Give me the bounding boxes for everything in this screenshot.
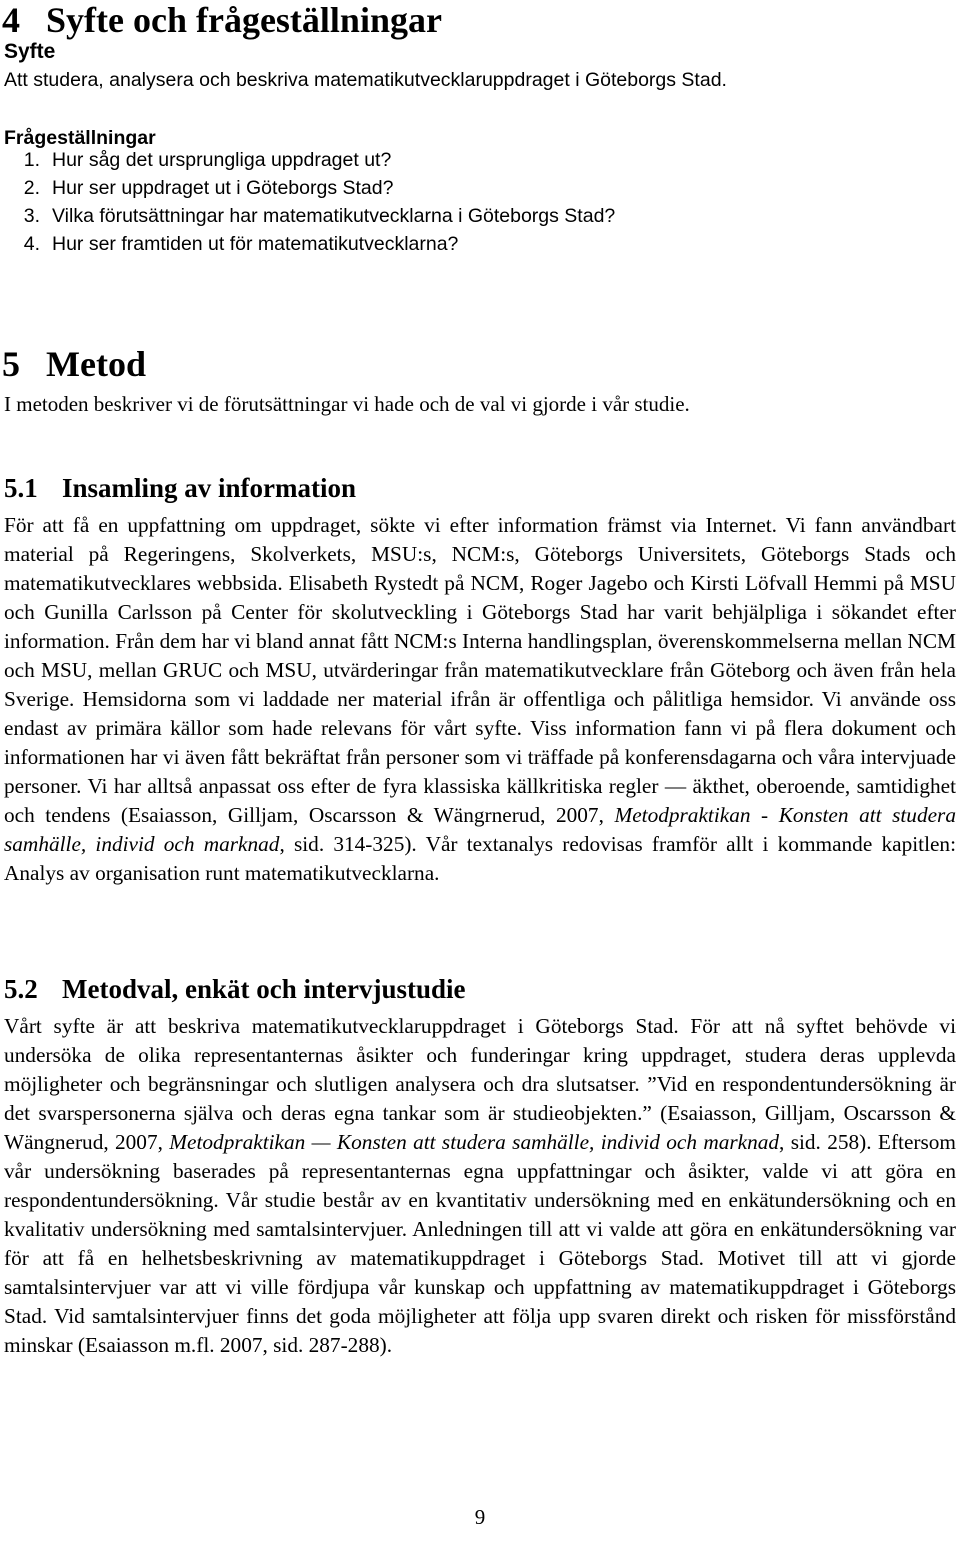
section-5-1-heading (4, 472, 356, 504)
list-item: 2. Hur ser uppdraget ut i Göteborgs Stad? (23, 177, 394, 199)
section-number: 4 (2, 0, 20, 40)
citation-title: Metodpraktikan — Konsten att studera samhälle, individ och marknad (169, 1130, 780, 1154)
section-5-2-heading (4, 973, 465, 1005)
section-number: 5 (2, 344, 20, 384)
page-number: 9 (474, 1505, 486, 1529)
citation-title: Metodpraktikan - Konsten att studera samhälle, individ och marknad (4, 803, 956, 856)
syfte-label: Syfte (4, 40, 56, 63)
question-list (4, 146, 615, 258)
paragraph-insamling: För att få en uppfattning om uppdraget, sökte vi efter information främst via Internet. Vi fann användbart material på Regeringens, Skolverkets, MSU:s, NCM:s, Göteborgs Universitets, Göteborgs Stads och matematikutvecklares webbsida. Elisabeth Rystedt på NCM, Roger Jagebo och Kirsti Löfvall Hemmi på MSU och Gunilla Carlsson på Center för skolutveckling i Göteborgs Stad har varit behjälpliga i sökandet efter information. Från dem har vi bland annat fått NCM:s Interna handlingsplan, överenskommelserna mellan NCM och MSU, mellan GRUC och MSU, utvärderingar från matematikutvecklare från Göteborg och även från hela Sverige. Hemsidorna som vi laddade ner material ifrån är offentliga och pålitliga hemsidor. Vi använde oss endast av primära källor som hade relevans för vårt syfte. Viss information fann vi på flera dokument och informationen har vi även fått bekräftat från personer som vi träffade på konferensdagarna och våra intervjuade personer. Vi har alltså anpassat oss efter de fyra klassiska källkritiska regler — äkthet, oberoende, samtidighet och tendens (Esaiasson, Gilljam, Oscarsson & Wängrnerud, 2007, Metodpraktikan - Konsten att studera samhälle, individ och marknad, sid. 314-325). Vår textanalys redovisas framför allt i kommande kapitlen: Analys av organisation runt matematikutvecklarna. (4, 513, 957, 885)
metod-intro: I metoden beskriver vi de förutsättningar vi hade och de val vi gjorde i vår studie. (4, 392, 690, 416)
list-item: 4. Hur ser framtiden ut för matematikutvecklarna? (23, 233, 459, 255)
section-number: 5.1 (4, 473, 38, 503)
fragor-label: Frågeställningar (4, 127, 156, 149)
section-title: Insamling av information (62, 473, 357, 503)
section-title: Metodval, enkät och intervjustudie (62, 974, 466, 1004)
list-item: 3. Vilka förutsättningar har matematikutvecklarna i Göteborgs Stad? (23, 205, 616, 227)
section-number: 5.2 (4, 974, 38, 1004)
syfte-text: Att studera, analysera och beskriva matematikutvecklaruppdraget i Göteborgs Stad. (4, 69, 727, 91)
section-title: Metod (46, 344, 146, 384)
section-title: Syfte och frågeställningar (46, 0, 442, 40)
list-item: 1. Hur såg det ursprungliga uppdraget ut? (23, 149, 392, 171)
section-5-heading (2, 344, 146, 384)
paragraph-metodval: Vårt syfte är att beskriva matematikutvecklaruppdraget i Göteborgs Stad. För att nå syftet behövde vi undersöka de olika representanternas åsikter och funderingar kring uppdraget, studera deras upplevda möjligheter och begränsningar och slutligen analysera och dra slutsatser. ”Vid en respondentundersökning är det svarspersonerna själva och deras egna tankar som är studieobjekten.” (Esaiasson, Gilljam, Oscarsson & Wängnerud, 2007, Metodpraktikan — Konsten att studera samhälle, individ och marknad, sid. 258). Eftersom vår undersökning baserades på representanternas egna uppfattningar och åsikter, valde vi att göra en respondentundersökning. Vår studie består av en kvantitativ undersökning med en enkätundersökning och en kvalitativ undersökning med samtalsintervjuer. Anledningen till att vi valde att göra en enkätundersökning var för att få en helhetsbeskrivning av matematikuppdraget i Göteborgs Stad. Motivet till att vi gjorde samtalsintervjuer var att vi ville fördjupa vår kunskap och uppfattning av matematikuppdraget i Göteborgs Stad. Vid samtalsintervjuer finns det goda möjligheter att följa upp svaren direkt och risken för missförstånd minskar (Esaiasson m.fl. 2007, sid. 287-288). (4, 1014, 956, 1357)
section-4-heading (2, 0, 442, 40)
